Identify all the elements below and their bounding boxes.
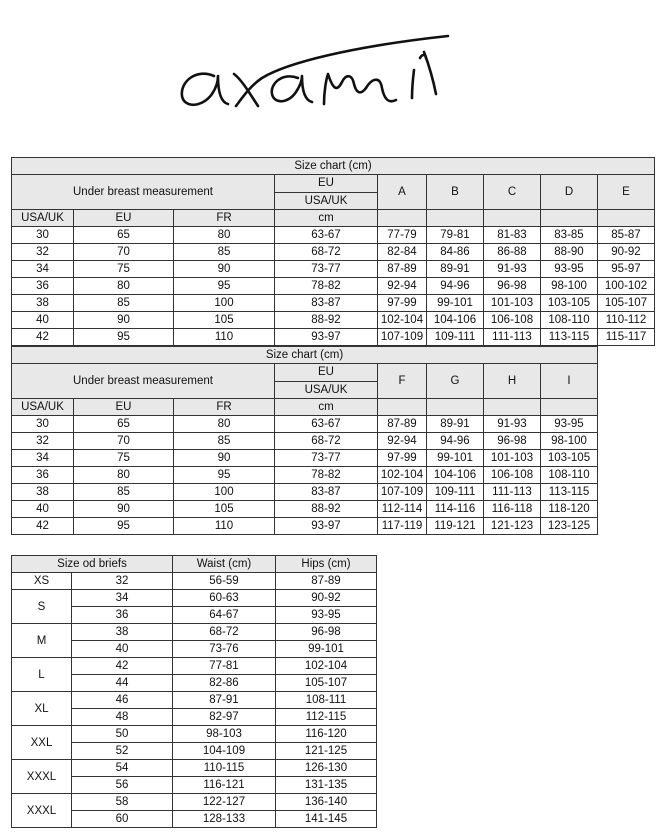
table-cell: 123-125 <box>541 518 598 535</box>
sub-header-fr: FR <box>174 210 275 227</box>
table-cell: 85 <box>174 433 275 450</box>
table-cell: 111-113 <box>484 329 541 346</box>
table-cell: 89-91 <box>427 416 484 433</box>
table-cell: 88-90 <box>541 244 598 261</box>
brief-size-label: M <box>12 624 72 658</box>
table-cell: 106-108 <box>484 467 541 484</box>
table-row <box>12 329 655 346</box>
table-cell: 104-106 <box>427 467 484 484</box>
table-cell: 34 <box>12 261 74 278</box>
sub-header-blank <box>378 210 427 227</box>
table-cell: 99-101 <box>427 450 484 467</box>
table-cell: 32 <box>72 573 173 590</box>
sub-header-cm: cm <box>275 399 378 416</box>
table-cell: 95 <box>174 467 275 484</box>
sub-header-blank <box>541 210 598 227</box>
table-cell: 96-98 <box>484 433 541 450</box>
table-cell: 98-100 <box>541 433 598 450</box>
table-cell: 87-89 <box>378 261 427 278</box>
table-cell: 40 <box>12 501 74 518</box>
table-cell: 93-95 <box>541 261 598 278</box>
table-cell: 92-94 <box>378 278 427 295</box>
table-cell: 38 <box>72 624 173 641</box>
usa-uk-header: USA/UK <box>275 192 378 210</box>
table-cell: 89-91 <box>427 261 484 278</box>
table-cell: 65 <box>74 416 174 433</box>
table-cell: 73-77 <box>275 261 378 278</box>
table-cell: 105-107 <box>598 295 655 312</box>
table-row <box>12 227 655 244</box>
table-cell: 54 <box>72 760 173 777</box>
table-row <box>12 467 598 484</box>
table-cell: 100 <box>174 295 275 312</box>
table-row <box>12 624 377 641</box>
table-cell: 112-114 <box>378 501 427 518</box>
table-cell: 105-107 <box>276 675 377 692</box>
size-chart-table-1 <box>11 157 655 346</box>
table-cell: 44 <box>72 675 173 692</box>
table-cell: 91-93 <box>484 261 541 278</box>
cup-header-g: G <box>427 364 484 399</box>
table-cell: 113-115 <box>541 329 598 346</box>
table-cell: 70 <box>74 433 174 450</box>
table-cell: 112-115 <box>276 709 377 726</box>
briefs-header-size: Size od briefs <box>12 556 173 573</box>
table-cell: 97-99 <box>378 295 427 312</box>
table-cell: 93-95 <box>276 607 377 624</box>
eu-header: EU <box>275 175 378 193</box>
table-cell: 116-121 <box>173 777 276 794</box>
table-cell: 103-105 <box>541 450 598 467</box>
table-cell: 82-86 <box>173 675 276 692</box>
cup-header-b: B <box>427 175 484 210</box>
under-breast-header: Under breast measurement <box>12 364 275 399</box>
table-cell: 108-111 <box>276 692 377 709</box>
table-cell: 118-120 <box>541 501 598 518</box>
table-cell: 68-72 <box>173 624 276 641</box>
cup-header-a: A <box>378 175 427 210</box>
table-cell: 102-104 <box>378 467 427 484</box>
sub-header-usa-uk: USA/UK <box>12 210 74 227</box>
table-cell: 116-118 <box>484 501 541 518</box>
cup-header-f: F <box>378 364 427 399</box>
table-cell: 80 <box>74 278 174 295</box>
table-row <box>12 573 377 590</box>
table-cell: 136-140 <box>276 794 377 811</box>
table-cell: 102-104 <box>378 312 427 329</box>
table-cell: 95 <box>74 518 174 535</box>
table-row <box>12 760 377 777</box>
table-row <box>12 658 377 675</box>
sub-header-blank <box>598 210 655 227</box>
table-cell: 105 <box>174 312 275 329</box>
table-cell: 52 <box>72 743 173 760</box>
table-row <box>12 312 655 329</box>
table-cell: 38 <box>12 295 74 312</box>
table-cell: 101-103 <box>484 450 541 467</box>
sub-header-eu: EU <box>74 210 174 227</box>
table1-title: Size chart (cm) <box>12 158 655 175</box>
table-cell: 94-96 <box>427 433 484 450</box>
table-cell: 131-135 <box>276 777 377 794</box>
table-cell: 80 <box>74 467 174 484</box>
sub-header-blank <box>484 210 541 227</box>
table-cell: 60 <box>72 811 173 828</box>
table-cell: 97-99 <box>378 450 427 467</box>
table-cell: 36 <box>12 467 74 484</box>
table-cell: 80 <box>174 227 275 244</box>
table-cell: 70 <box>74 244 174 261</box>
table-cell: 78-82 <box>275 278 378 295</box>
cup-header-c: C <box>484 175 541 210</box>
table-cell: 109-111 <box>427 329 484 346</box>
table-cell: 108-110 <box>541 467 598 484</box>
table-cell: 56-59 <box>173 573 276 590</box>
table-cell: 88-92 <box>275 312 378 329</box>
table-cell: 77-81 <box>173 658 276 675</box>
table-cell: 63-67 <box>275 227 378 244</box>
table-cell: 82-97 <box>173 709 276 726</box>
table-cell: 40 <box>72 641 173 658</box>
table-cell: 50 <box>72 726 173 743</box>
table-cell: 110 <box>174 518 275 535</box>
table-cell: 34 <box>12 450 74 467</box>
table-row <box>12 726 377 743</box>
table-row <box>12 416 598 433</box>
table-cell: 111-113 <box>484 484 541 501</box>
table-cell: 65 <box>74 227 174 244</box>
briefs-header-waist: Waist (cm) <box>173 556 276 573</box>
table-cell: 110-112 <box>598 312 655 329</box>
table-cell: 85-87 <box>598 227 655 244</box>
briefs-size-table <box>11 555 377 828</box>
table-cell: 100 <box>174 484 275 501</box>
table-cell: 98-100 <box>541 278 598 295</box>
table-cell: 92-94 <box>378 433 427 450</box>
table-cell: 82-84 <box>378 244 427 261</box>
table-cell: 108-110 <box>541 312 598 329</box>
table-cell: 46 <box>72 692 173 709</box>
table-row <box>12 278 655 295</box>
under-breast-header: Under breast measurement <box>12 175 275 210</box>
table-cell: 68-72 <box>275 244 378 261</box>
table-cell: 119-121 <box>427 518 484 535</box>
table-cell: 78-82 <box>275 467 378 484</box>
table-cell: 73-76 <box>173 641 276 658</box>
table-cell: 121-125 <box>276 743 377 760</box>
table-cell: 84-86 <box>427 244 484 261</box>
table-cell: 42 <box>12 329 74 346</box>
table-row <box>12 794 377 811</box>
table-row <box>12 692 377 709</box>
sub-header-blank <box>427 399 484 416</box>
table-cell: 85 <box>74 484 174 501</box>
table-cell: 87-89 <box>276 573 377 590</box>
brief-size-label: L <box>12 658 72 692</box>
table-cell: 42 <box>12 518 74 535</box>
sub-header-blank <box>378 399 427 416</box>
table-cell: 116-120 <box>276 726 377 743</box>
table-cell: 94-96 <box>427 278 484 295</box>
table-cell: 75 <box>74 261 174 278</box>
brief-size-label: XXXL <box>12 794 72 828</box>
table-cell: 77-79 <box>378 227 427 244</box>
table-cell: 32 <box>12 433 74 450</box>
table-cell: 101-103 <box>484 295 541 312</box>
table-cell: 90-92 <box>598 244 655 261</box>
table-cell: 80 <box>174 416 275 433</box>
table-cell: 107-109 <box>378 484 427 501</box>
table-cell: 122-127 <box>173 794 276 811</box>
table-cell: 90 <box>74 312 174 329</box>
table-cell: 63-67 <box>275 416 378 433</box>
table-cell: 30 <box>12 416 74 433</box>
table-cell: 42 <box>72 658 173 675</box>
table-cell: 103-105 <box>541 295 598 312</box>
sub-header-fr: FR <box>174 399 275 416</box>
table-cell: 87-91 <box>173 692 276 709</box>
table-cell: 48 <box>72 709 173 726</box>
sub-header-blank <box>541 399 598 416</box>
axami-logo <box>176 32 466 116</box>
table-cell: 83-87 <box>275 484 378 501</box>
table-row <box>12 295 655 312</box>
table-cell: 113-115 <box>541 484 598 501</box>
table-cell: 32 <box>12 244 74 261</box>
brief-size-label: XL <box>12 692 72 726</box>
eu-header: EU <box>275 364 378 382</box>
table-cell: 81-83 <box>484 227 541 244</box>
table-row <box>12 590 377 607</box>
table-cell: 105 <box>174 501 275 518</box>
table-cell: 104-109 <box>173 743 276 760</box>
table-cell: 90 <box>174 261 275 278</box>
table-cell: 96-98 <box>484 278 541 295</box>
table-cell: 83-87 <box>275 295 378 312</box>
brief-size-label: XXXL <box>12 760 72 794</box>
table-cell: 98-103 <box>173 726 276 743</box>
table-cell: 86-88 <box>484 244 541 261</box>
table-cell: 109-111 <box>427 484 484 501</box>
table-row <box>12 518 598 535</box>
table-cell: 83-85 <box>541 227 598 244</box>
table-cell: 121-123 <box>484 518 541 535</box>
cup-header-d: D <box>541 175 598 210</box>
table-cell: 93-95 <box>541 416 598 433</box>
table-row <box>12 261 655 278</box>
table-cell: 99-101 <box>427 295 484 312</box>
table-cell: 115-117 <box>598 329 655 346</box>
table-cell: 60-63 <box>173 590 276 607</box>
table-cell: 117-119 <box>378 518 427 535</box>
table-cell: 79-81 <box>427 227 484 244</box>
table-cell: 64-67 <box>173 607 276 624</box>
table-cell: 56 <box>72 777 173 794</box>
table-row <box>12 450 598 467</box>
table-cell: 99-101 <box>276 641 377 658</box>
table-row <box>12 501 598 518</box>
table-cell: 68-72 <box>275 433 378 450</box>
table-cell: 104-106 <box>427 312 484 329</box>
cup-header-i: I <box>541 364 598 399</box>
table-cell: 91-93 <box>484 416 541 433</box>
table-row <box>12 484 598 501</box>
table-cell: 128-133 <box>173 811 276 828</box>
table-cell: 40 <box>12 312 74 329</box>
cup-header-e: E <box>598 175 655 210</box>
table-cell: 95 <box>174 278 275 295</box>
table-cell: 141-145 <box>276 811 377 828</box>
table-cell: 96-98 <box>276 624 377 641</box>
sub-header-usa-uk: USA/UK <box>12 399 74 416</box>
table-row <box>12 433 598 450</box>
brief-size-label: XXL <box>12 726 72 760</box>
table-cell: 107-109 <box>378 329 427 346</box>
table-cell: 75 <box>74 450 174 467</box>
table2-title: Size chart (cm) <box>12 347 598 364</box>
table-cell: 93-97 <box>275 329 378 346</box>
table-cell: 58 <box>72 794 173 811</box>
table-cell: 36 <box>12 278 74 295</box>
table-cell: 95 <box>74 329 174 346</box>
sub-header-cm: cm <box>275 210 378 227</box>
table-cell: 90 <box>74 501 174 518</box>
table-cell: 36 <box>72 607 173 624</box>
table-cell: 88-92 <box>275 501 378 518</box>
briefs-header-hips: Hips (cm) <box>276 556 377 573</box>
usa-uk-header: USA/UK <box>275 381 378 399</box>
table-cell: 30 <box>12 227 74 244</box>
table-cell: 100-102 <box>598 278 655 295</box>
table-cell: 34 <box>72 590 173 607</box>
table-cell: 114-116 <box>427 501 484 518</box>
cup-header-h: H <box>484 364 541 399</box>
table-cell: 126-130 <box>276 760 377 777</box>
brief-size-label: XS <box>12 573 72 590</box>
table-cell: 102-104 <box>276 658 377 675</box>
sub-header-eu: EU <box>74 399 174 416</box>
table-cell: 95-97 <box>598 261 655 278</box>
sub-header-blank <box>484 399 541 416</box>
table-cell: 110 <box>174 329 275 346</box>
table-cell: 90-92 <box>276 590 377 607</box>
table-cell: 87-89 <box>378 416 427 433</box>
table-cell: 93-97 <box>275 518 378 535</box>
table-cell: 90 <box>174 450 275 467</box>
brief-size-label: S <box>12 590 72 624</box>
table-cell: 85 <box>74 295 174 312</box>
table-cell: 106-108 <box>484 312 541 329</box>
sub-header-blank <box>427 210 484 227</box>
table-cell: 110-115 <box>173 760 276 777</box>
table-cell: 38 <box>12 484 74 501</box>
size-chart-table-2 <box>11 346 598 535</box>
table-cell: 73-77 <box>275 450 378 467</box>
table-row <box>12 244 655 261</box>
table-cell: 85 <box>174 244 275 261</box>
